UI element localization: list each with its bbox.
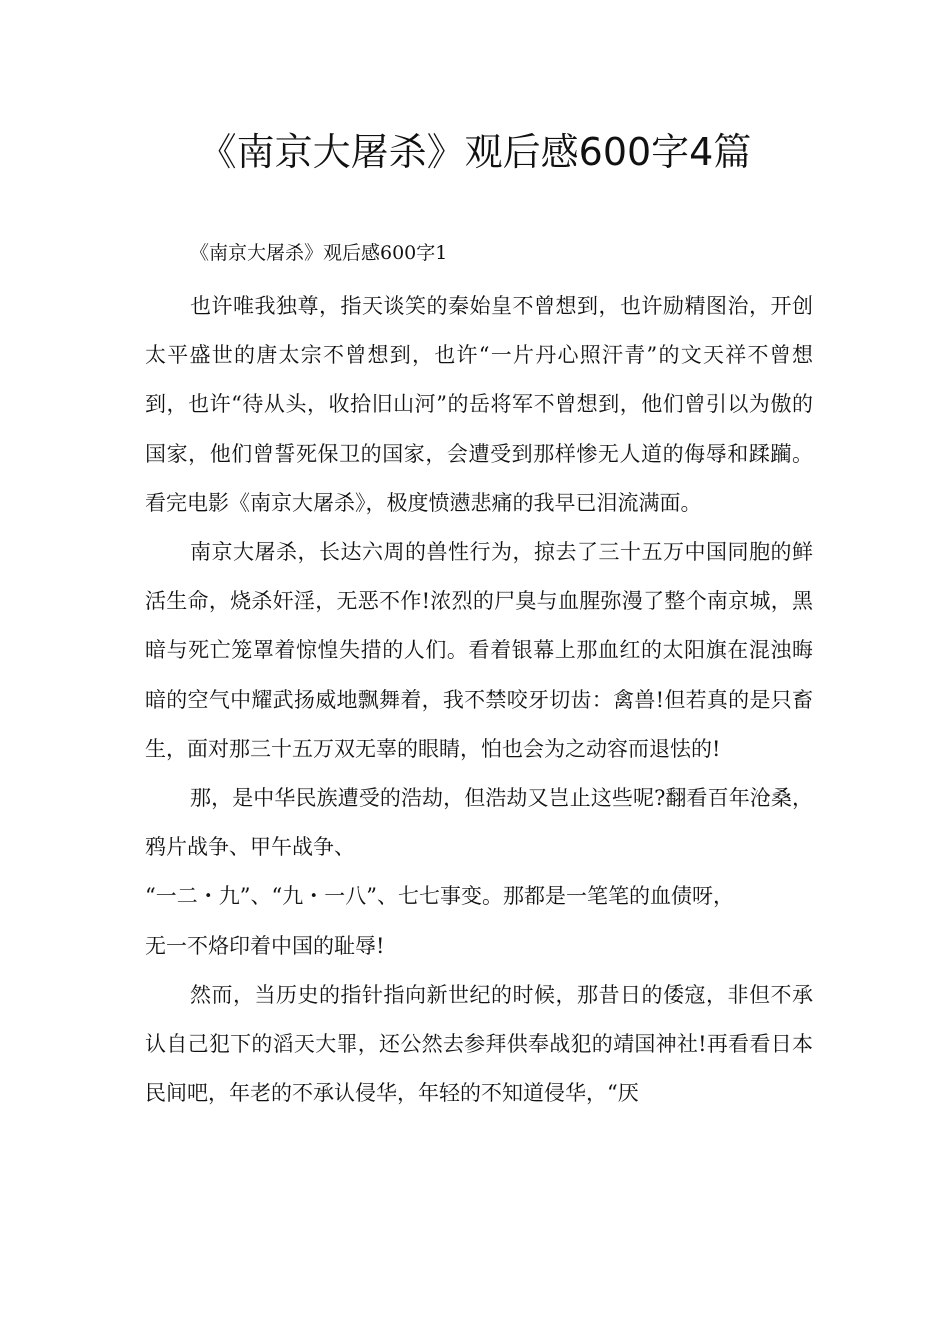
document-body (145, 282, 813, 1118)
paragraph: 也许唯我独尊，指天谈笑的秦始皇不曾想到，也许励精图治，开创太平盛世的唐太宗不曾想到，也许“一片丹心照汗青”的文天祥不曾想到，也许“待从头，收拾旧山河”的岳将军不曾想到，他们曾引以为傲的国家，他们曾誓死保卫的国家，会遭受到那样惨无人道的侮辱和蹂躏。看完电影《南京大屠杀》，极度愤懑悲痛的我早已泪流满面。 (145, 294, 813, 515)
paragraph: 南京大屠杀，长达六周的兽性行为，掠去了三十五万中国同胞的鲜活生命，烧杀奸淫，无恶不作!浓烈的尸臭与血腥弥漫了整个南京城，黑暗与死亡笼罩着惊惶失措的人们。看着银幕上那血红的太阳旗在混浊晦暗的空气中耀武扬威地飘舞着，我不禁咬牙切齿：禽兽!但若真的是只畜生，面对那三十五万双无辜的眼睛，怕也会为之动容而退怯的! (145, 540, 813, 761)
paragraph-line: “一二・九”、“九・一八”、七七事变。那都是一笔笔的血债呀， (145, 884, 734, 909)
section-heading: 《南京大屠杀》观后感600字1 (190, 242, 448, 264)
paragraph-line: 无一不烙印着中国的耻辱! (145, 933, 385, 958)
paragraph: 然而，当历史的指针指向新世纪的时候，那昔日的倭寇，非但不承认自己犯下的滔天大罪，还公然去参拜供奉战犯的靖国神社!再看看日本民间吧，年老的不承认侵华，年轻的不知道侵华，“厌 (145, 982, 813, 1106)
document-title: 《南京大屠杀》观后感600字4篇 (198, 130, 752, 174)
paragraph: 那，是中华民族遭受的浩劫，但浩劫又岂止这些呢?翻看百年沧桑，鸦片战争、甲午战争、 (145, 786, 813, 860)
